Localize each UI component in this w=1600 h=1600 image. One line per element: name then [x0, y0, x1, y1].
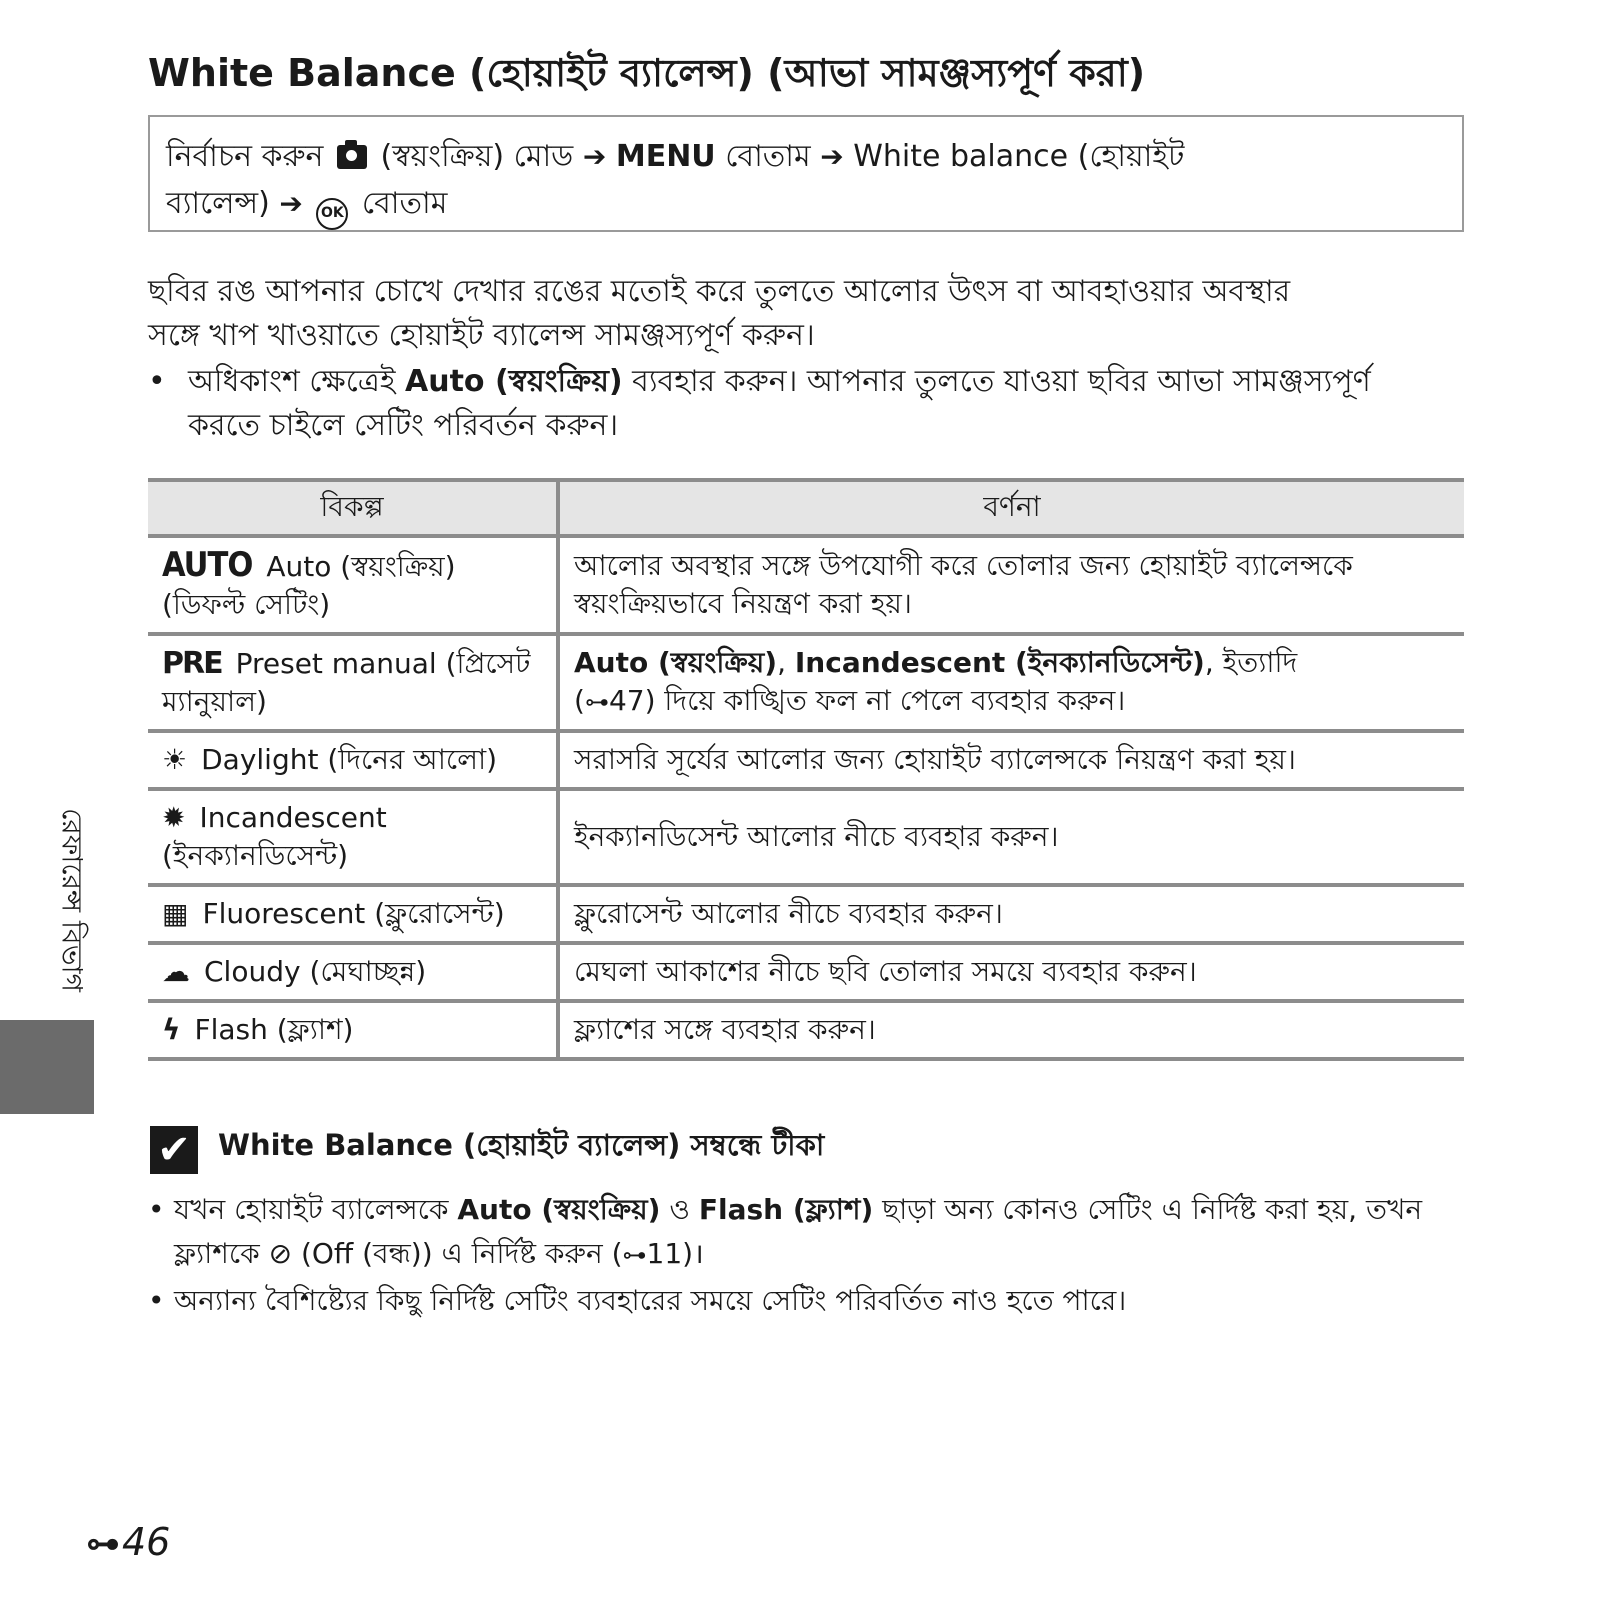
reference-icon: ⊶	[86, 1524, 120, 1564]
note-b1-bold-flash: Flash (ফ্ল্যাশ)	[698, 1193, 874, 1226]
list-item	[148, 1188, 1468, 1277]
note-b1-mid: ও	[669, 1193, 690, 1226]
description-cell: সরাসরি সূর্যের আলোর জন্য হোয়াইট ব্যালেন্সকে নিয়ন্ত্রণ করা হয়।	[558, 731, 1464, 789]
page-title: White Balance (হোয়াইট ব্যালেন্স) (আভা সামঞ্জস্যপূর্ণ করা)	[148, 51, 1146, 95]
description-cell: ফ্ল্যাশের সঙ্গে ব্যবহার করুন।	[558, 1001, 1464, 1059]
note-heading-text: White Balance (হোয়াইট ব্যালেন্স) সম্বন্ধে টীকা	[218, 1128, 825, 1162]
usage-bullet	[148, 360, 1378, 448]
option-cell	[148, 731, 558, 789]
bullet-dot: •	[148, 364, 166, 399]
white-balance-table	[148, 478, 1464, 1061]
desc-reference-page: 47	[608, 684, 645, 717]
menu-button-label: MENU	[615, 139, 716, 174]
header-option: বিকল্প	[148, 480, 558, 536]
option-cell	[148, 634, 558, 731]
description-cell: ফ্লুরোসেন্ট আলোর নীচে ব্যবহার করুন।	[558, 885, 1464, 943]
option-label: Fluorescent (ফ্লুরোসেন্ট)	[202, 897, 505, 930]
section-side-label-text: রেফারেন্স বিভাগ	[55, 808, 89, 992]
option-label: Auto (স্বয়ংক্রিয়) (ডিফল্ট সেটিং)	[162, 550, 456, 621]
section-side-tab	[0, 1020, 94, 1114]
table-row	[148, 943, 1464, 1001]
table-row	[148, 885, 1464, 943]
bullet-post-text: ব্যবহার করুন। আপনার তুলতে যাওয়া ছবির আভা সামঞ্জস্যপূর্ণ করতে চাইলে সেটিং পরিবর্তন করুন।	[188, 364, 1371, 443]
arrow-icon: ➔	[582, 140, 607, 173]
table-row	[148, 789, 1464, 885]
description-cell: মেঘলা আকাশের নীচে ছবি তোলার সময়ে ব্যবহার করুন।	[558, 943, 1464, 1001]
table-row	[148, 1001, 1464, 1059]
bullet-bold-text: Auto (স্বয়ংক্রিয়)	[405, 364, 623, 399]
note-b1-ref: 11	[646, 1237, 683, 1270]
reference-icon: ⊶	[584, 688, 609, 716]
note-b1-pre: যখন হোয়াইট ব্যালেন্সকে	[174, 1193, 449, 1226]
table-row	[148, 731, 1464, 789]
note-heading	[150, 1123, 824, 1174]
nav-select-text: নির্বাচন করুন	[166, 139, 324, 174]
camera-icon	[337, 145, 367, 169]
bullet-dot: •	[148, 1193, 165, 1226]
ok-button-icon: OK	[316, 198, 348, 230]
list-item	[148, 1279, 1468, 1323]
flash-icon: ϟ	[162, 1013, 181, 1046]
note-b1-end: )।	[682, 1237, 704, 1270]
nav-white-balance-text: White balance (হোয়াইট	[853, 139, 1185, 174]
flash-off-icon: ⊘	[268, 1237, 293, 1270]
note-b1-bold-auto: Auto (স্বয়ংক্রিয়)	[457, 1193, 661, 1226]
arrow-icon: ➔	[820, 140, 844, 173]
desc-bold-auto: Auto (স্বয়ংক্রিয়)	[574, 646, 778, 679]
description-cell: ইনক্যানডিসেন্ট আলোর নীচে ব্যবহার করুন।	[558, 789, 1464, 885]
option-cell	[148, 943, 558, 1001]
preset-icon: PRE	[162, 645, 222, 681]
option-label: Incandescent (ইনক্যানডিসেন্ট)	[162, 801, 387, 872]
arrow-icon: ➔	[279, 187, 303, 220]
note-b1-off: (Off (বন্ধ)) এ নির্দিষ্ট করুন (	[300, 1237, 623, 1270]
table-row	[148, 536, 1464, 634]
section-side-label	[50, 800, 90, 1000]
intro-paragraph: ছবির রঙ আপনার চোখে দেখার রঙের মতোই করে তুলতে আলোর উৎস বা আবহাওয়ার অবস্থার সঙ্গে খাপ খাওয়াতে হোয়াইট ব্যালেন্স সামঞ্জস্যপূর্ণ করুন।	[148, 274, 1291, 353]
navigation-path-box	[148, 115, 1464, 232]
option-label: Cloudy (মেঘাচ্ছন্ন)	[204, 955, 427, 988]
option-label: Preset manual (প্রিসেট ম্যানুয়াল)	[162, 646, 531, 718]
nav-balance-tail-text: ব্যালেন্স)	[166, 186, 270, 221]
option-label: Flash (ফ্ল্যাশ)	[194, 1013, 354, 1046]
auto-icon: AUTO	[162, 545, 253, 585]
page-number	[86, 1520, 170, 1564]
fluorescent-icon: ▦	[162, 897, 189, 930]
option-cell	[148, 536, 558, 634]
description-cell: Auto (স্বয়ংক্রিয়), Incandescent (ইনক্যানডিসেন্ট), ইত্যাদি (⊶47) দিয়ে কাঙ্খিত ফল না পেলে ব্যবহার করুন।	[558, 634, 1464, 731]
daylight-icon: ☀	[162, 743, 188, 776]
note-b2: অন্যান্য বৈশিষ্ট্যের কিছু নির্দিষ্ট সেটিং ব্যবহারের সময়ে সেটিং পরিবর্তিত নাও হতে পারে।	[174, 1284, 1127, 1317]
desc-rest: , ইত্যাদি	[1204, 646, 1298, 679]
page-number-text: 46	[122, 1520, 171, 1564]
nav-button-text: বোতাম	[725, 139, 811, 174]
nav-mode-text: (স্বয়ংক্রিয়) মোড	[380, 139, 574, 174]
check-icon: ✔	[150, 1126, 198, 1174]
incandescent-icon: ✹	[162, 801, 186, 834]
desc-bold-incandescent: Incandescent (ইনক্যানডিসেন্ট)	[794, 646, 1205, 679]
note-b1-post: ছাড়া অন্য কোনও সেটিং এ নির্দিষ্ট করা হয়, তখন ফ্ল্যাশকে	[174, 1193, 1423, 1270]
nav-button-text-2: বোতাম	[361, 186, 448, 221]
bullet-pre-text: অধিকাংশ ক্ষেত্রেই	[188, 364, 396, 399]
option-label: Daylight (দিনের আলো)	[201, 743, 498, 776]
option-cell	[148, 885, 558, 943]
header-description: বর্ণনা	[558, 480, 1464, 536]
desc-separator: ,	[777, 646, 786, 679]
desc-tail: দিয়ে কাঙ্খিত ফল না পেলে ব্যবহার করুন।	[664, 684, 1126, 717]
note-bullets	[148, 1188, 1468, 1325]
reference-icon: ⊶	[622, 1241, 647, 1269]
bullet-dot: •	[148, 1284, 165, 1317]
table-row	[148, 634, 1464, 731]
table-header-row	[148, 480, 1464, 536]
option-cell	[148, 1001, 558, 1059]
option-cell	[148, 789, 558, 885]
description-cell: আলোর অবস্থার সঙ্গে উপযোগী করে তোলার জন্য হোয়াইট ব্যালেন্সকে স্বয়ংক্রিয়ভাবে নিয়ন্ত্রণ করা হয়।	[558, 536, 1464, 634]
cloudy-icon: ☁	[162, 955, 190, 988]
